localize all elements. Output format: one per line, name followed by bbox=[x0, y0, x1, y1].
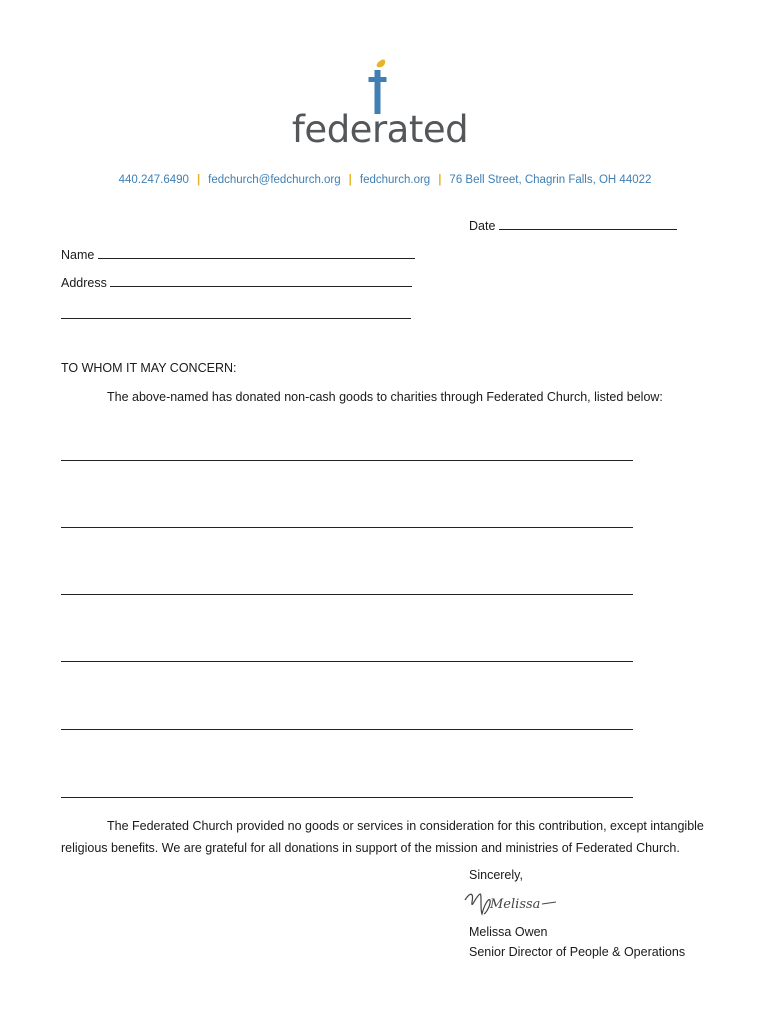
goods-line-6[interactable] bbox=[61, 797, 633, 798]
email-text: fedchurch@fedchurch.org bbox=[208, 174, 341, 186]
name-label: Name bbox=[61, 248, 95, 262]
goods-line-4[interactable] bbox=[61, 661, 633, 662]
website-text: fedchurch.org bbox=[359, 174, 431, 186]
separator: | bbox=[348, 174, 352, 186]
signature-image bbox=[460, 884, 560, 924]
closing-line-1: The Federated Church provided no goods or services in consideration for this contribution, except intangible bbox=[107, 819, 704, 833]
name-blank[interactable] bbox=[98, 248, 415, 259]
address-line-2[interactable] bbox=[61, 318, 411, 319]
separator: | bbox=[438, 174, 442, 186]
svg-text:Melissa: Melissa bbox=[490, 897, 541, 912]
address-text: 76 Bell Street, Chagrin Falls, OH 44022 bbox=[449, 174, 652, 186]
separator: | bbox=[196, 174, 201, 186]
flame-icon bbox=[377, 59, 386, 67]
contact-bar bbox=[0, 174, 770, 186]
signer-name: Melissa Owen bbox=[469, 925, 548, 939]
name-field[interactable] bbox=[61, 248, 415, 262]
intro-text: The above-named has donated non-cash goods to charities through Federated Church, listed below: bbox=[107, 390, 663, 404]
goods-line-1[interactable] bbox=[61, 460, 633, 461]
signoff: Sincerely, bbox=[469, 868, 523, 882]
closing-paragraph bbox=[61, 815, 751, 859]
date-field[interactable] bbox=[469, 219, 677, 233]
closing-line-2: religious benefits. We are grateful for all donations in support of the mission and ministries of Federated Church. bbox=[61, 841, 680, 855]
address-field[interactable] bbox=[61, 276, 412, 290]
goods-line-2[interactable] bbox=[61, 527, 633, 528]
date-label: Date bbox=[469, 219, 496, 233]
logo-wordmark: federated bbox=[291, 108, 469, 151]
phone-text: 440.247.6490 bbox=[118, 174, 189, 186]
address-blank[interactable] bbox=[110, 276, 412, 287]
goods-line-3[interactable] bbox=[61, 594, 633, 595]
signer-title: Senior Director of People & Operations bbox=[469, 945, 686, 959]
goods-line-5[interactable] bbox=[61, 729, 633, 730]
address-label: Address bbox=[61, 276, 107, 290]
date-blank[interactable] bbox=[499, 219, 677, 230]
salutation: TO WHOM IT MAY CONCERN: bbox=[61, 361, 237, 375]
